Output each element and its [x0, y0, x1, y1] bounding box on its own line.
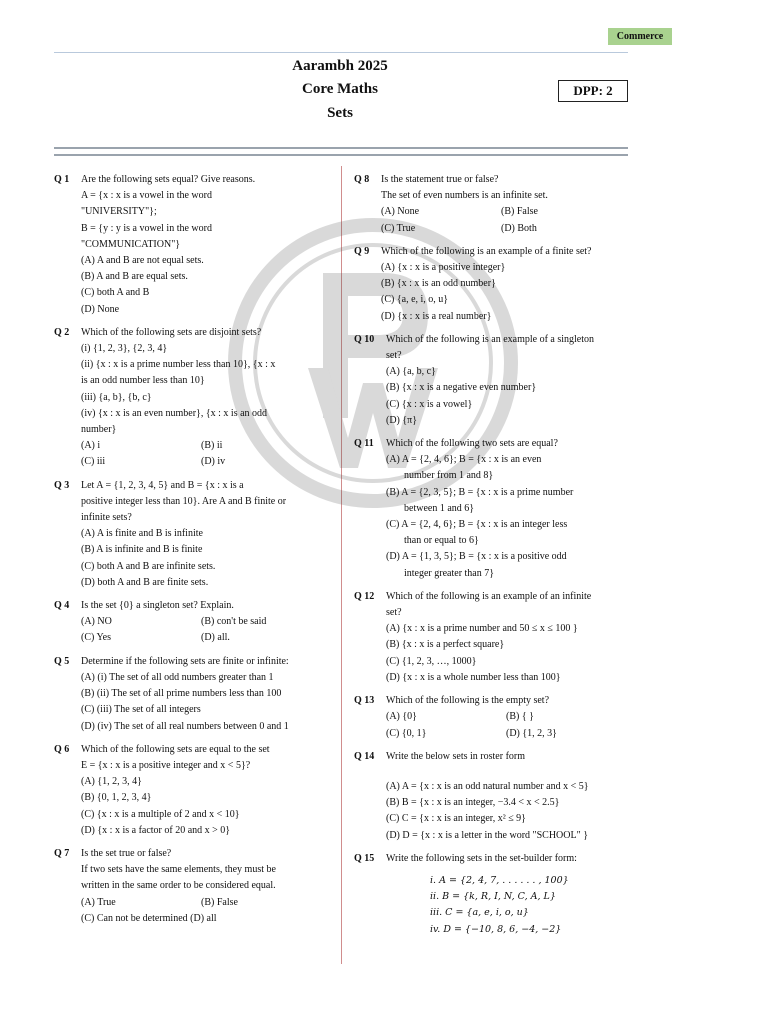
question-number: Q 1: [54, 174, 70, 185]
question-text: Are the following sets equal? Give reasons.: [81, 174, 256, 185]
column-divider: [341, 166, 342, 964]
sub-item: i. A = {2, 4, 7, . . . . . . , 100}: [430, 874, 569, 886]
option: (D) {x : x is a whole number less than 100}: [386, 671, 561, 683]
question-text: Is the set true or false?: [81, 847, 172, 859]
question-6: [54, 742, 336, 839]
option: (D) None: [81, 303, 120, 315]
sub-item: ii. B = {k, R, I, N, C, A, L}: [430, 891, 556, 903]
option: (A) {a, b, c}: [386, 366, 436, 378]
question-number: Q 4: [54, 600, 70, 612]
option: (C) iii: [81, 456, 106, 468]
question-text: (i) {1, 2, 3}, {2, 3, 4}: [81, 343, 168, 355]
option: (D) A = {1, 3, 5}; B = {x : x is a positive odd: [386, 551, 567, 563]
question-text: Is the set {0} a singleton set? Explain.: [81, 600, 234, 612]
question-10: [354, 332, 626, 429]
question-text: positive integer less than 10}. Are A and B finite or: [81, 495, 287, 507]
option: (B) con't be said: [201, 616, 267, 628]
question-13: [354, 693, 626, 742]
question-text: Write the below sets in roster form: [386, 750, 526, 762]
question-number: Q 2: [54, 326, 70, 338]
question-text: Is the statement true or false?: [381, 174, 499, 185]
question-number: Q 3: [54, 479, 70, 491]
option: (B) False: [201, 896, 238, 908]
header-rule-1: [54, 147, 628, 149]
question-text: (ii) {x : x is a prime number less than 10}, {x : x: [81, 359, 276, 371]
question-text: Write the following sets in the set-builder form:: [386, 852, 577, 864]
top-rule: [54, 52, 628, 53]
option: (A) None: [381, 206, 420, 218]
sub-item: iv. D = {−10, 8, 6, −4, −2}: [430, 923, 562, 935]
option: (C) both A and B: [81, 287, 150, 299]
question-9: [354, 244, 626, 325]
option: (A) {x : x is a positive integer}: [381, 262, 506, 274]
option: (D) {x : x is a real number}: [381, 310, 492, 322]
question-text: is an odd number less than 10}: [81, 375, 205, 387]
option: number from 1 and 8}: [404, 470, 494, 482]
option: (B) A = {2, 3, 5}; B = {x : x is a prime number: [386, 486, 574, 498]
question-number: Q 7: [54, 847, 70, 859]
question-11: [354, 436, 626, 582]
question-text: Which of the following two sets are equal?: [386, 438, 558, 450]
question-text: written in the same order to be considered equal.: [81, 880, 276, 892]
option: (D) Both: [501, 222, 537, 234]
question-text: "UNIVERSITY"};: [81, 206, 157, 218]
question-7: [54, 846, 336, 927]
option: (C) {x : x is a vowel}: [386, 398, 473, 410]
option: (C) Can not be determined (D) all: [81, 912, 217, 924]
sub-item: (B) B = {x : x is an integer, −3.4 < x < 2.5}: [386, 797, 560, 809]
question-text: B = {y : y is a vowel in the word: [81, 222, 212, 234]
question-text: number}: [81, 424, 117, 436]
question-1: [54, 172, 336, 318]
option: (C) {x : x is a multiple of 2 and x < 10}: [81, 808, 240, 820]
option: integer greater than 7}: [404, 567, 495, 579]
question-text: If two sets have the same elements, they must be: [81, 864, 276, 876]
question-text: (iii) {a, b}, {b, c}: [81, 391, 152, 403]
option: (A) i: [81, 440, 101, 452]
option: (B) A and B are equal sets.: [81, 271, 188, 283]
option: (B) ii: [201, 440, 223, 452]
subject-title: Core Maths: [302, 81, 378, 97]
header-rule-2: [54, 154, 628, 156]
question-number: Q 12: [354, 590, 375, 602]
option: (D) {x : x is a factor of 20 and x > 0}: [81, 824, 231, 836]
option: (C) Yes: [81, 632, 112, 644]
option: (A) A is finite and B is infinite: [81, 528, 203, 540]
option: (C) {a, e, i, o, u}: [381, 294, 449, 306]
question-text: set?: [386, 350, 402, 362]
left-column: [54, 172, 336, 934]
option: (A) {x : x is a prime number and 50 ≤ x ≤ 100 }: [386, 623, 578, 635]
question-text: Which of the following is an example of a finite set?: [381, 245, 592, 257]
question-text: (iv) {x : x is an even number}, {x : x is an odd: [81, 407, 268, 419]
question-5: [54, 654, 336, 735]
option: (C) {0, 1}: [386, 727, 427, 739]
topic-title: Sets: [327, 105, 353, 121]
option: (C) {1, 2, 3, …, 1000}: [386, 655, 477, 667]
option: (A) A = {2, 4, 6}; B = {x : x is an even: [386, 454, 542, 466]
option: (D) iv: [201, 456, 226, 468]
question-text: set?: [386, 607, 402, 619]
option: (B) False: [501, 206, 538, 218]
question-text: "COMMUNICATION"}: [81, 238, 181, 250]
dpp-label: DPP: 2: [558, 80, 628, 102]
question-number: Q 9: [354, 245, 370, 257]
right-column: [354, 172, 626, 945]
question-8: [354, 172, 626, 237]
question-text: Which of the following is the empty set?: [386, 695, 550, 707]
question-3: [54, 478, 336, 591]
question-14: [354, 749, 626, 844]
option: (B) { }: [506, 711, 534, 723]
question-number: Q 15: [354, 852, 375, 864]
option: (B) (ii) The set of all prime numbers less than 100: [81, 688, 282, 700]
question-number: Q 13: [354, 695, 375, 707]
question-number: Q 5: [54, 655, 70, 667]
question-number: Q 10: [354, 333, 375, 345]
option: (B) {x : x is an odd number}: [381, 278, 496, 290]
option: (C) True: [381, 222, 416, 234]
question-15: [354, 851, 626, 938]
question-text: Which of the following is an example of an infinite: [386, 590, 592, 602]
sub-item: (C) C = {x : x is an integer, x² ≤ 9}: [386, 813, 526, 825]
question-text: Which of the following is an example of a singleton: [386, 333, 595, 345]
option: than or equal to 6}: [404, 535, 479, 547]
page-title: Aarambh 2025: [292, 58, 388, 74]
option: (C) both A and B are infinite sets.: [81, 560, 216, 572]
option: (A) A and B are not equal sets.: [81, 255, 204, 267]
option: (B) {x : x is a negative even number}: [386, 382, 537, 394]
option: (C) A = {2, 4, 6}; B = {x : x is an integer less: [386, 519, 568, 531]
option: between 1 and 6}: [404, 502, 475, 514]
question-number: Q 6: [54, 743, 70, 755]
question-number: Q 11: [354, 438, 374, 450]
option: (D) all.: [201, 632, 230, 644]
option: (A) NO: [81, 616, 112, 628]
option: (A) (i) The set of all odd numbers greater than 1: [81, 671, 274, 683]
question-number: Q 8: [354, 174, 370, 185]
question-12: [354, 589, 626, 686]
sub-item: (D) D = {x : x is a letter in the word "SCHOOL" }: [386, 829, 588, 841]
question-text: infinite sets?: [81, 512, 132, 524]
question-number: Q 14: [354, 750, 375, 762]
question-text: Let A = {1, 2, 3, 4, 5} and B = {x : x is a: [81, 479, 244, 491]
question-text: Which of the following sets are equal to the set: [81, 743, 270, 755]
option: (D) both A and B are finite sets.: [81, 576, 209, 588]
option: (B) A is infinite and B is finite: [81, 544, 203, 556]
option: (D) {π}: [386, 414, 418, 426]
option: (C) (iii) The set of all integers: [81, 704, 201, 716]
question-text: A = {x : x is a vowel in the word: [81, 190, 212, 202]
sub-item: (A) A = {x : x is an odd natural number and x < 5}: [386, 780, 589, 792]
sub-item: iii. C = {a, e, i, o, u}: [430, 907, 529, 919]
option: (D) {1, 2, 3}: [506, 727, 557, 739]
question-text: Determine if the following sets are finite or infinite:: [81, 655, 289, 667]
question-text: The set of even numbers is an infinite set.: [381, 190, 548, 202]
question-text: Which of the following sets are disjoint sets?: [81, 326, 262, 338]
option: (A) {0}: [386, 711, 417, 723]
question-text: E = {x : x is a positive integer and x < 5}?: [81, 759, 251, 771]
option: (A) {1, 2, 3, 4}: [81, 776, 142, 788]
option: (B) {0, 1, 2, 3, 4}: [81, 792, 152, 804]
question-2: [54, 325, 336, 471]
option: (A) True: [81, 896, 116, 908]
option: (B) {x : x is a perfect square}: [386, 639, 505, 651]
category-badge: Commerce: [608, 28, 672, 45]
option: (D) (iv) The set of all real numbers between 0 and 1: [81, 720, 289, 732]
question-4: [54, 598, 336, 647]
